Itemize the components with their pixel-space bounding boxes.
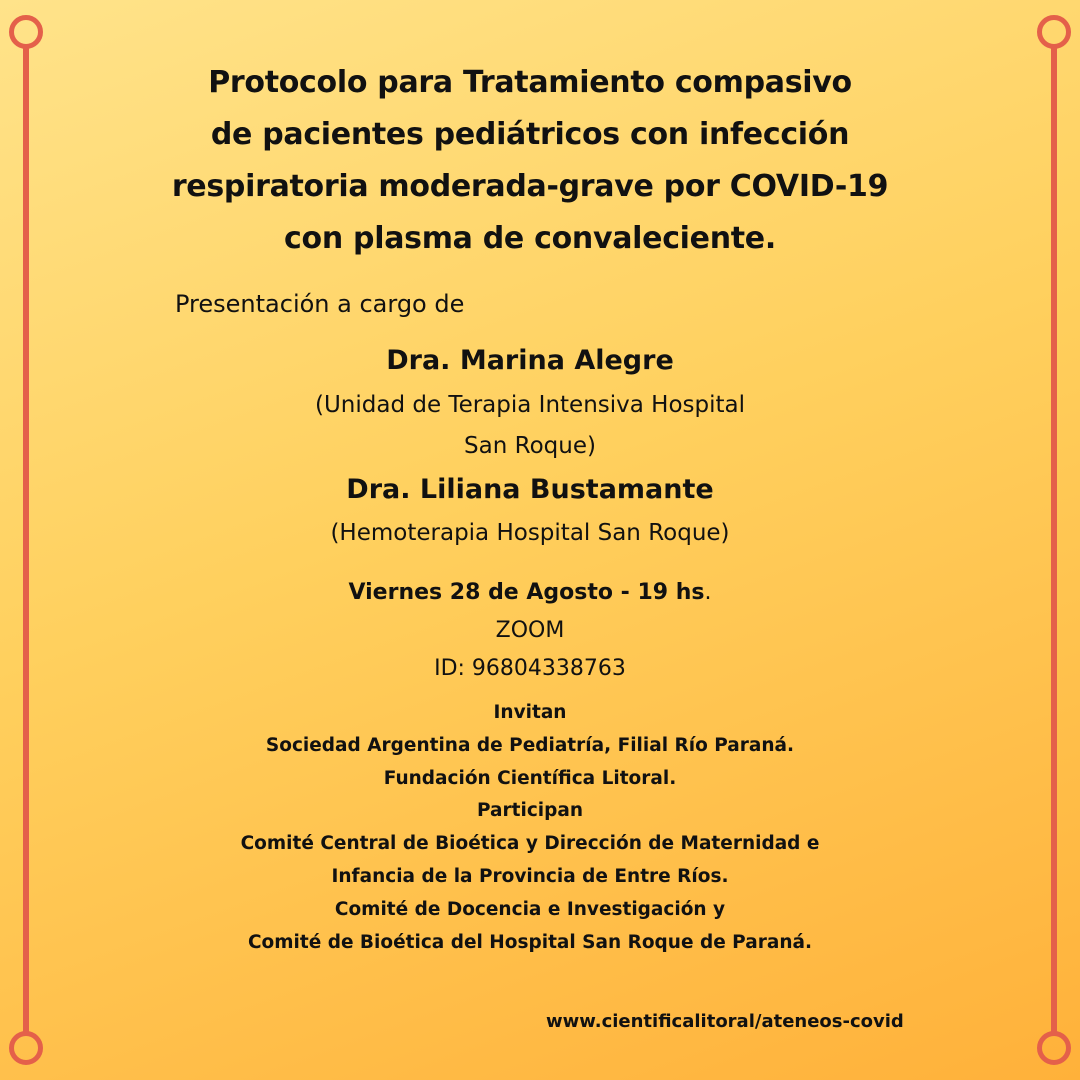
left-decorative-line: [23, 48, 29, 1032]
speaker-name: Dra. Liliana Bustamante: [346, 474, 714, 505]
ring-icon-bottom-left: [9, 1031, 43, 1065]
ring-icon-bottom-right: [1037, 1031, 1071, 1065]
participan-line: Comité de Docencia e Investigación y: [334, 899, 726, 920]
speaker-affiliation: (Hemoterapia Hospital San Roque): [330, 520, 730, 546]
speaker-affiliation: San Roque): [464, 433, 596, 459]
invitan-heading: Invitan: [493, 702, 567, 723]
invitan-line: Fundación Científica Litoral.: [383, 768, 677, 789]
website-url: www.cientificalitoral/ateneos-covid: [546, 1011, 904, 1032]
ring-icon-top-right: [1037, 15, 1071, 49]
participan-line: Comité Central de Bioética y Dirección de Maternidad e: [240, 833, 820, 854]
invitan-line: Sociedad Argentina de Pediatría, Filial Río Paraná.: [265, 735, 795, 756]
event-meeting-id: ID: 96804338763: [434, 656, 626, 681]
speaker-affiliation: (Unidad de Terapia Intensiva Hospital: [314, 392, 745, 418]
title-line: de pacientes pediátricos con infección: [210, 117, 850, 152]
title-line: respiratoria moderada-grave por COVID-19: [171, 169, 889, 204]
title-line: Protocolo para Tratamiento compasivo: [208, 65, 852, 100]
event-date-suffix: .: [704, 580, 712, 605]
ring-icon-top-left: [9, 15, 43, 49]
participan-line: Comité de Bioética del Hospital San Roque de Paraná.: [247, 932, 813, 953]
presentation-label: Presentación a cargo de: [175, 290, 465, 318]
event-date-time: Viernes 28 de Agosto - 19 hs: [348, 580, 705, 605]
speaker-name: Dra. Marina Alegre: [386, 345, 674, 376]
poster-title: [70, 57, 990, 265]
event-platform: ZOOM: [495, 618, 565, 643]
right-decorative-line: [1051, 48, 1057, 1032]
event-date-line: [70, 580, 990, 605]
participan-heading: Participan: [476, 800, 584, 821]
participan-line: Infancia de la Provincia de Entre Ríos.: [331, 866, 729, 887]
title-line: con plasma de convaleciente.: [284, 221, 776, 256]
